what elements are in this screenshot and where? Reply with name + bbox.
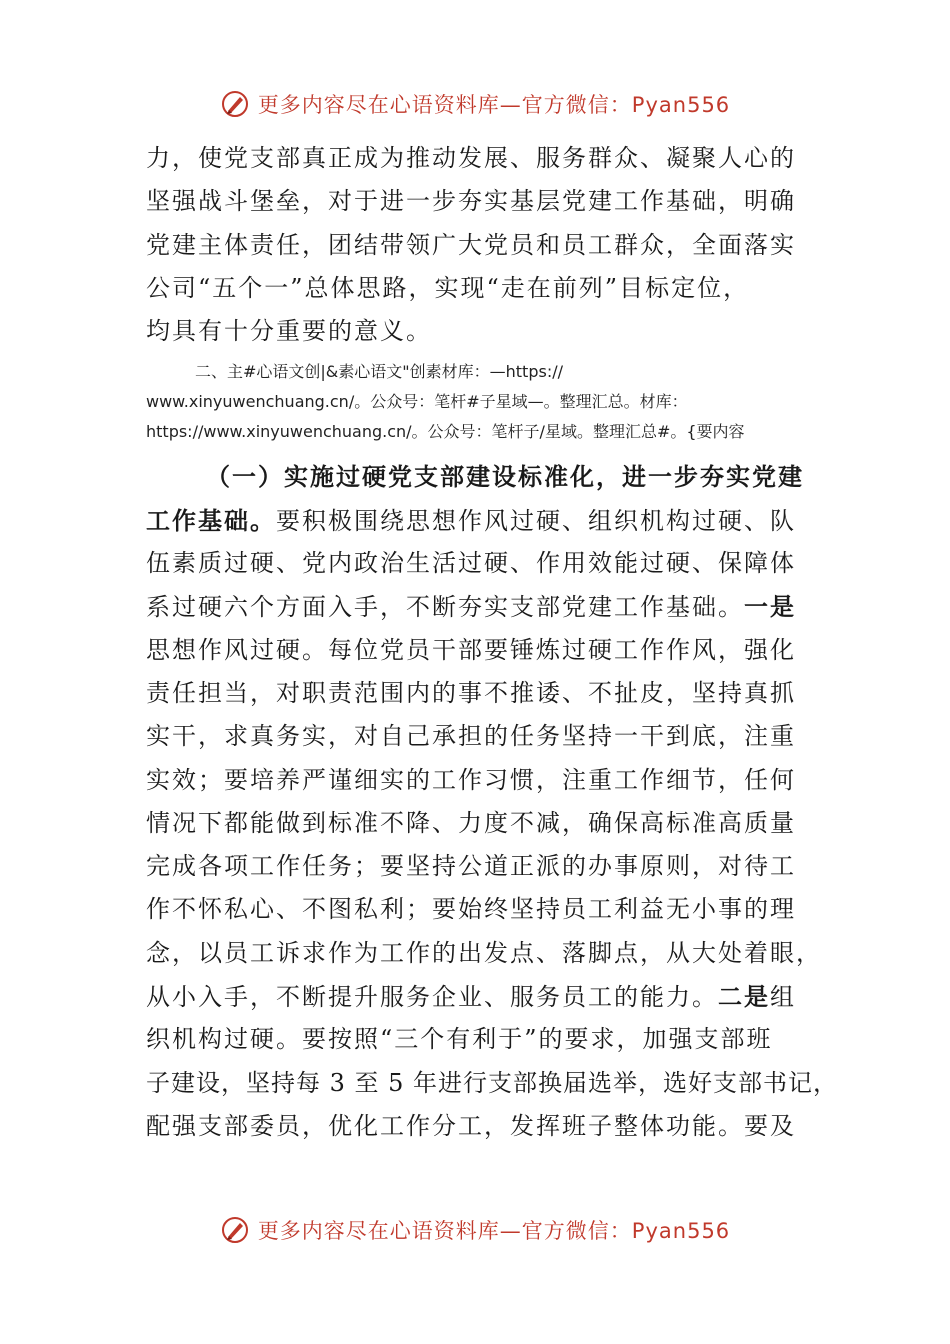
noise-line: www.xinyuwenchuang.cn/。公众号：笔杆#子星域—。整理汇总。材库： [146,392,688,412]
section-heading-noise [146,357,826,447]
text-line: 织机构过硬。要按照“三个有利于”的要求，加强支部班 [146,1025,773,1054]
text-line: 系过硬六个方面入手，不断夯实支部党建工作基础。一是 [146,592,796,622]
text-line: 念，以员工诉求作为工作的出发点、落脚点，从大处着眼， [146,938,822,967]
text-line: 公司“五个一”总体思路，实现“走在前列”目标定位， [146,273,750,302]
point-one-marker: 一是 [744,592,796,622]
text-line: 党建主体责任，团结带领广大党员和员工群众，全面落实 [146,230,796,259]
subsection-heading: （一）实施过硬党支部建设标准化，进一步夯实党建 [206,462,804,492]
watermark-banner-top [0,84,950,124]
noise-line: 二、主#心语文创|&素心语文"创素材库：—https:// [195,362,563,382]
text-line: 力，使党支部真正成为推动发展、服务群众、凝聚人心的 [146,144,796,172]
text-line: 伍素质过硬、党内政治生活过硬、作用效能过硬、保障体 [146,549,796,578]
pen-circle-logo-icon [220,89,250,119]
text-line: 责任担当，对职责范围内的事不推诿、不扯皮，坚持真抓 [146,678,796,707]
document-body [146,137,839,1148]
text-line: 实干，求真务实，对自己承担的任务坚持一干到底，注重 [146,722,796,751]
text-line: 情况下都能做到标准不降、力度不减，确保高标准高质量 [146,808,796,837]
text-line: 坚强战斗堡垒，对于进一步夯实基层党建工作基础，明确 [146,187,796,216]
text-line: 均具有十分重要的意义。 [146,317,432,346]
text-line: 子建设，坚持每 3 至 5 年进行支部换届选举，选好支部书记， [146,1068,839,1097]
text-line: 作不怀私心、不图私利；要始终坚持员工利益无小事的理 [146,895,796,924]
text-line: 配强支部委员，优化工作分工，发挥班子整体功能。要及 [146,1111,796,1140]
text-line: 工作基础。要积极围绕思想作风过硬、组织机构过硬、队 [146,505,796,535]
subsection-paragraph [146,455,839,1148]
watermark-text: 更多内容尽在心语资料库—官方微信：Pyan556 [257,1219,731,1243]
text-line: 从小入手，不断提升服务企业、服务员工的能力。二是组 [146,982,796,1012]
watermark-banner-bottom [0,1210,950,1250]
pen-circle-logo-icon [220,1215,250,1245]
watermark-text: 更多内容尽在心语资料库—官方微信：Pyan556 [257,93,731,117]
text-line: 实效；要培养严谨细实的工作习惯，注重工作细节，任何 [146,765,796,794]
text-line: 完成各项工作任务；要坚持公道正派的办事原则，对待工 [146,852,796,881]
noise-line: https://www.xinyuwenchuang.cn/。公众号：笔杆子/星域。整理汇总#。{要内容 [146,422,745,442]
point-two-marker: 二是 [718,982,770,1012]
text-line: 思想作风过硬。每位党员干部要锤炼过硬工作作风，强化 [146,635,796,664]
subsection-heading-end: 工作基础。 [146,505,276,535]
paragraph-intro [146,137,826,353]
